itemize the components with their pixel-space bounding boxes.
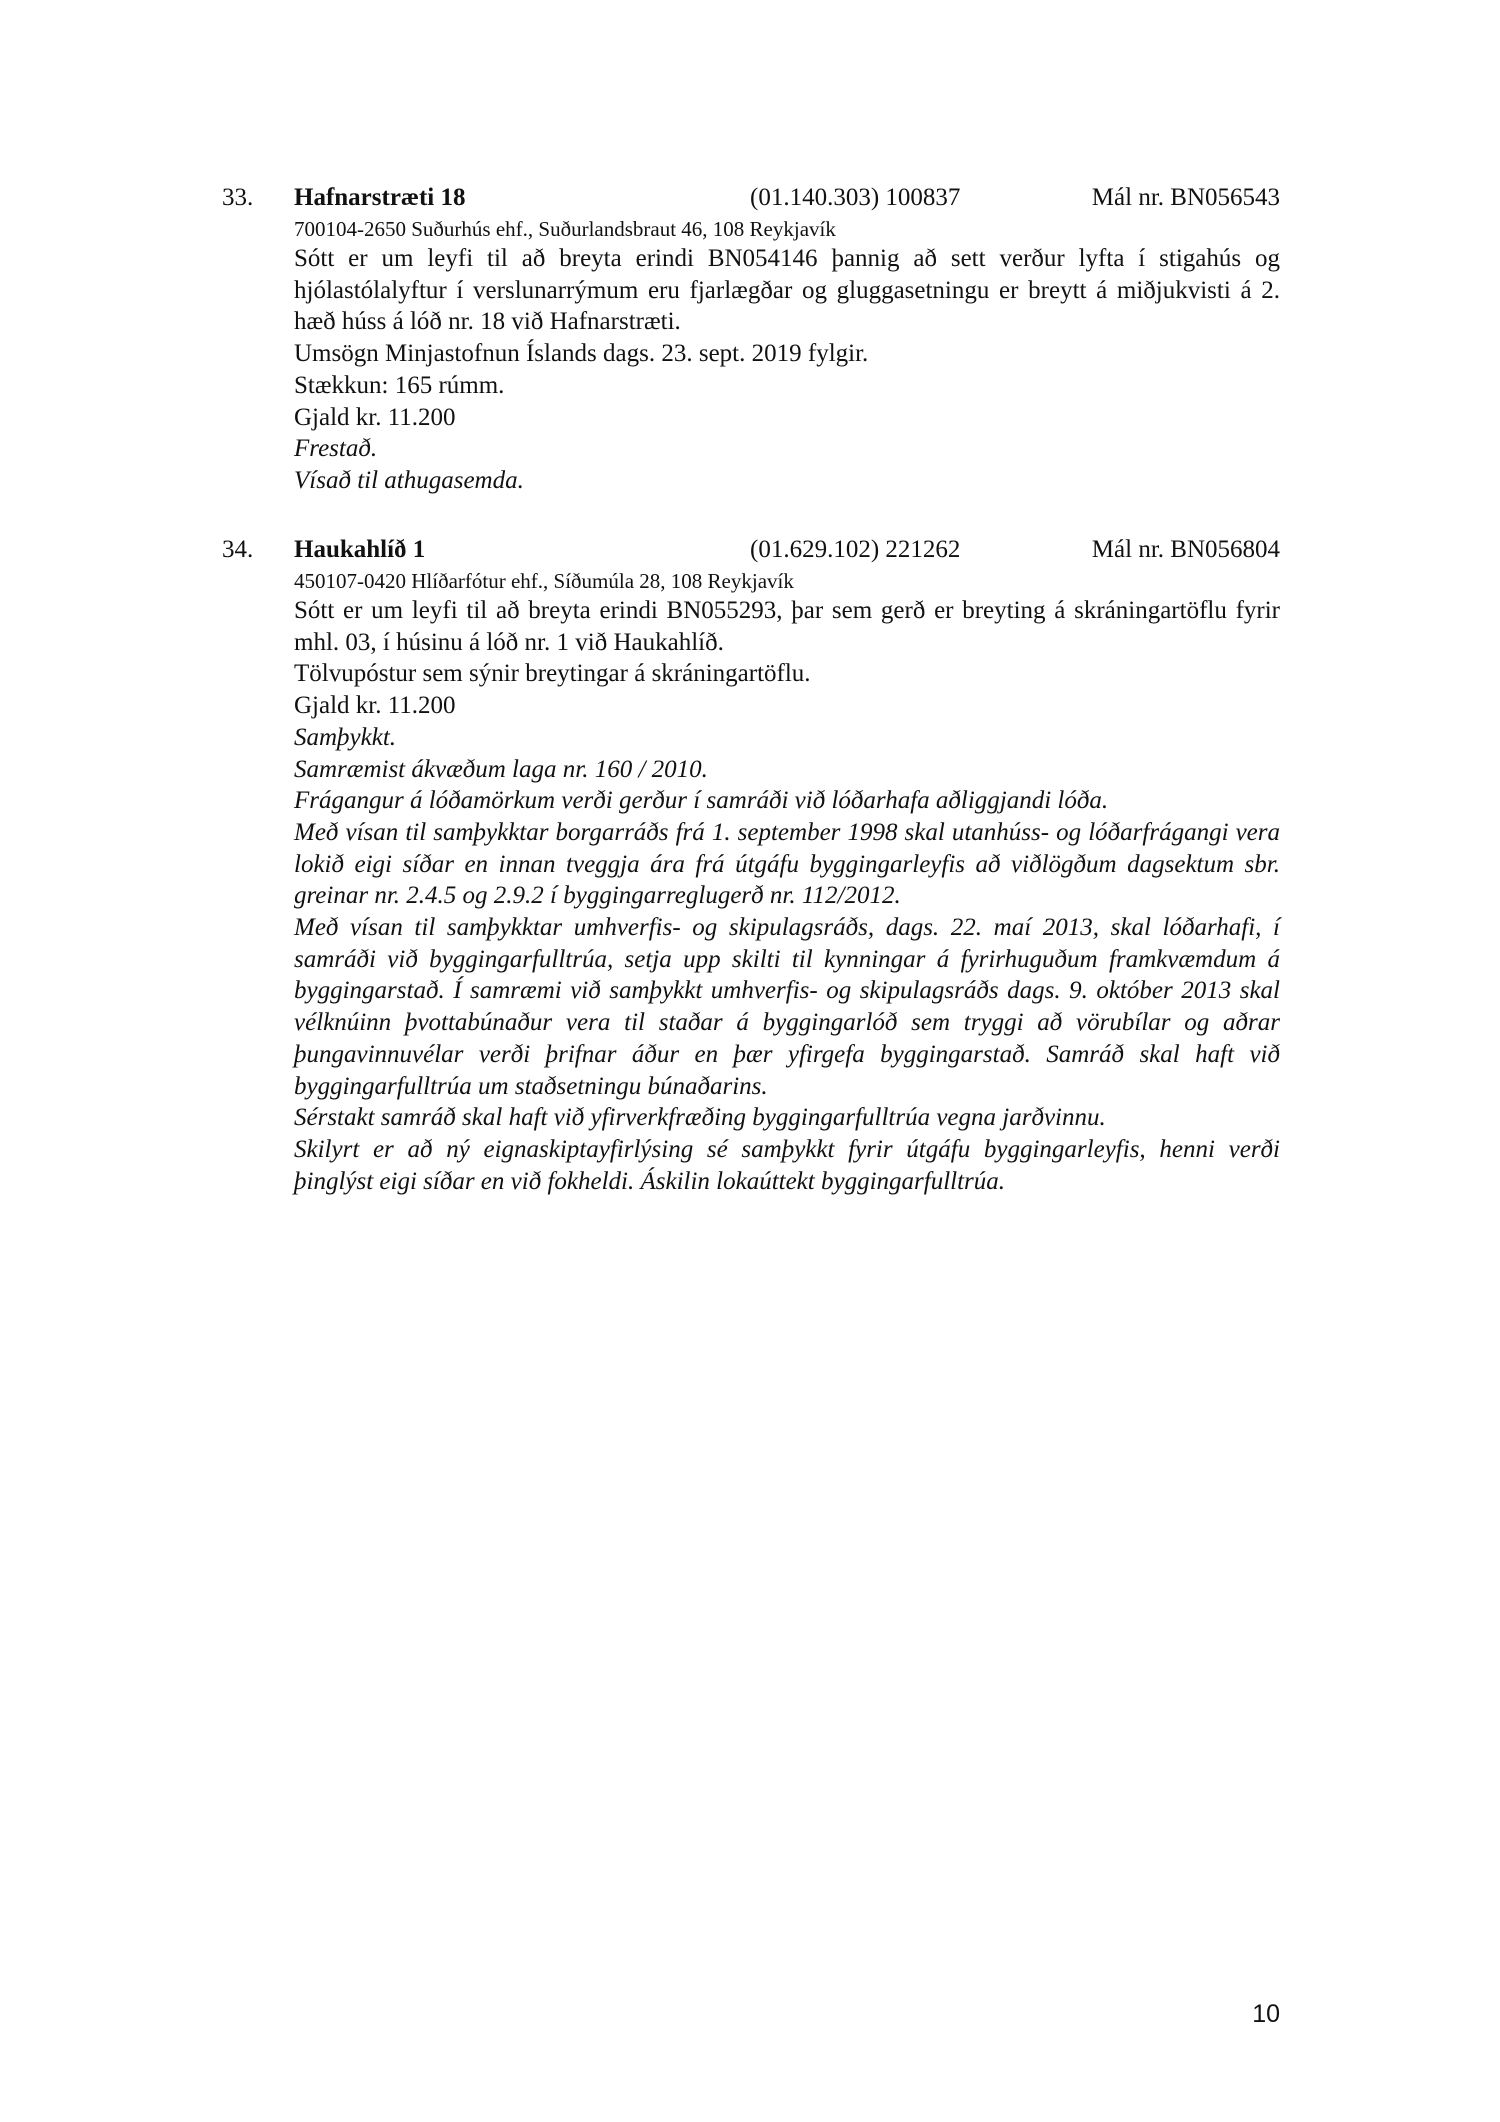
case-line: Gjald kr. 11.200 [294,692,456,720]
case-reference: Mál nr. BN056543 [1091,184,1280,211]
case-line: Tölvupóstur sem sýnir breytingar á skráningartöflu. [294,660,811,688]
applicant: 700104-2650 Suðurhús ehf., Suðurlandsbraut 46, 108 Reykjavík [294,217,836,241]
case-line: Gjald kr. 11.200 [294,403,456,431]
case-entry [222,532,1280,1197]
decision: Samþykkt. [294,723,397,751]
decision: Samræmist ákvæðum laga nr. 160 / 2010. [294,755,708,783]
decision: Með vísan til samþykktar borgarráðs frá 1. september 1998 skal utanhúss- og lóðarfrágangi vera lokið eigi síðar en innan tveggja ára frá útgáfu byggingarleyfis að viðlögðum dagsektum sbr. greinar nr. 2.4.5 og 2.9.2 í byggingarreglugerð nr. 112/2012. [294,818,1280,910]
case-heading [222,180,1280,216]
case-line: Umsögn Minjastofnun Íslands dags. 23. sept. 2019 fylgir. [294,340,869,368]
decision: Frágangur á lóðamörkum verði gerður í samráði við lóðarhafa aðliggjandi lóða. [294,787,1109,815]
decision: Vísað til athugasemda. [294,466,524,494]
lot-number: (01.140.303) 100837 [750,184,961,211]
decision: Sérstakt samráð skal haft við yfirverkfræðing byggingarfulltrúa vegna jarðvinnu. [294,1104,1106,1132]
applicant: 450107-0420 Hlíðarfótur ehf., Síðumúla 28, 108 Reykjavík [294,569,794,593]
case-line: Stækkun: 165 rúmm. [294,371,505,399]
lot-number: (01.629.102) 221262 [750,536,961,563]
case-address: Haukahlíð 1 [294,536,426,563]
decision: Skilyrt er að ný eignaskiptayfirlýsing sé samþykkt fyrir útgáfu byggingarleyfis, henni verði þinglýst eigi síðar en við fokheldi. Áskilin lokaúttekt byggingarfulltrúa. [294,1135,1280,1195]
page-number: 10 [1252,2000,1280,2028]
case-description: Sótt er um leyfi til að breyta erindi BN054146 þannig að sett verður lyfta í stigahús og hjólastólalyftur í verslunarrýmum eru fjarlægðar og gluggasetningu er breytt á miðjukvisti á 2. hæð húss á lóð nr. 18 við Hafnarstræti. [294,245,1280,336]
case-address: Hafnarstræti 18 [294,184,466,211]
case-entry [222,180,1280,497]
case-number: 34. [222,536,254,563]
decision: Með vísan til samþykktar umhverfis- og skipulagsráðs, dags. 22. maí 2013, skal lóðarhafi, í samráði við byggingarfulltrúa, setja upp skilti til kynningar á fyrirhuguðum framkvæmdum á byggingarstað. Í samræmi við samþykkt umhverfis- og skipulagsráðs dags. 9. október 2013 skal vélknúinn þvottabúnaður vera til staðar á byggingarlóð sem tryggi að vörubílar og aðrar þungavinnuvélar verði þrifnar áður en þær yfirgefa byggingarstað. Samráð skal haft við byggingarfulltrúa um staðsetningu búnaðarins. [294,914,1280,1100]
case-description: Sótt er um leyfi til að breyta erindi BN055293, þar sem gerð er breyting á skráningartöflu fyrir mhl. 03, í húsinu á lóð nr. 1 við Haukahlíð. [294,597,1280,656]
decision: Frestað. [294,435,378,463]
case-number: 33. [222,184,254,211]
case-heading [222,532,1280,568]
case-body [294,216,1280,497]
case-body [294,568,1280,1197]
case-reference: Mál nr. BN056804 [1091,536,1280,563]
